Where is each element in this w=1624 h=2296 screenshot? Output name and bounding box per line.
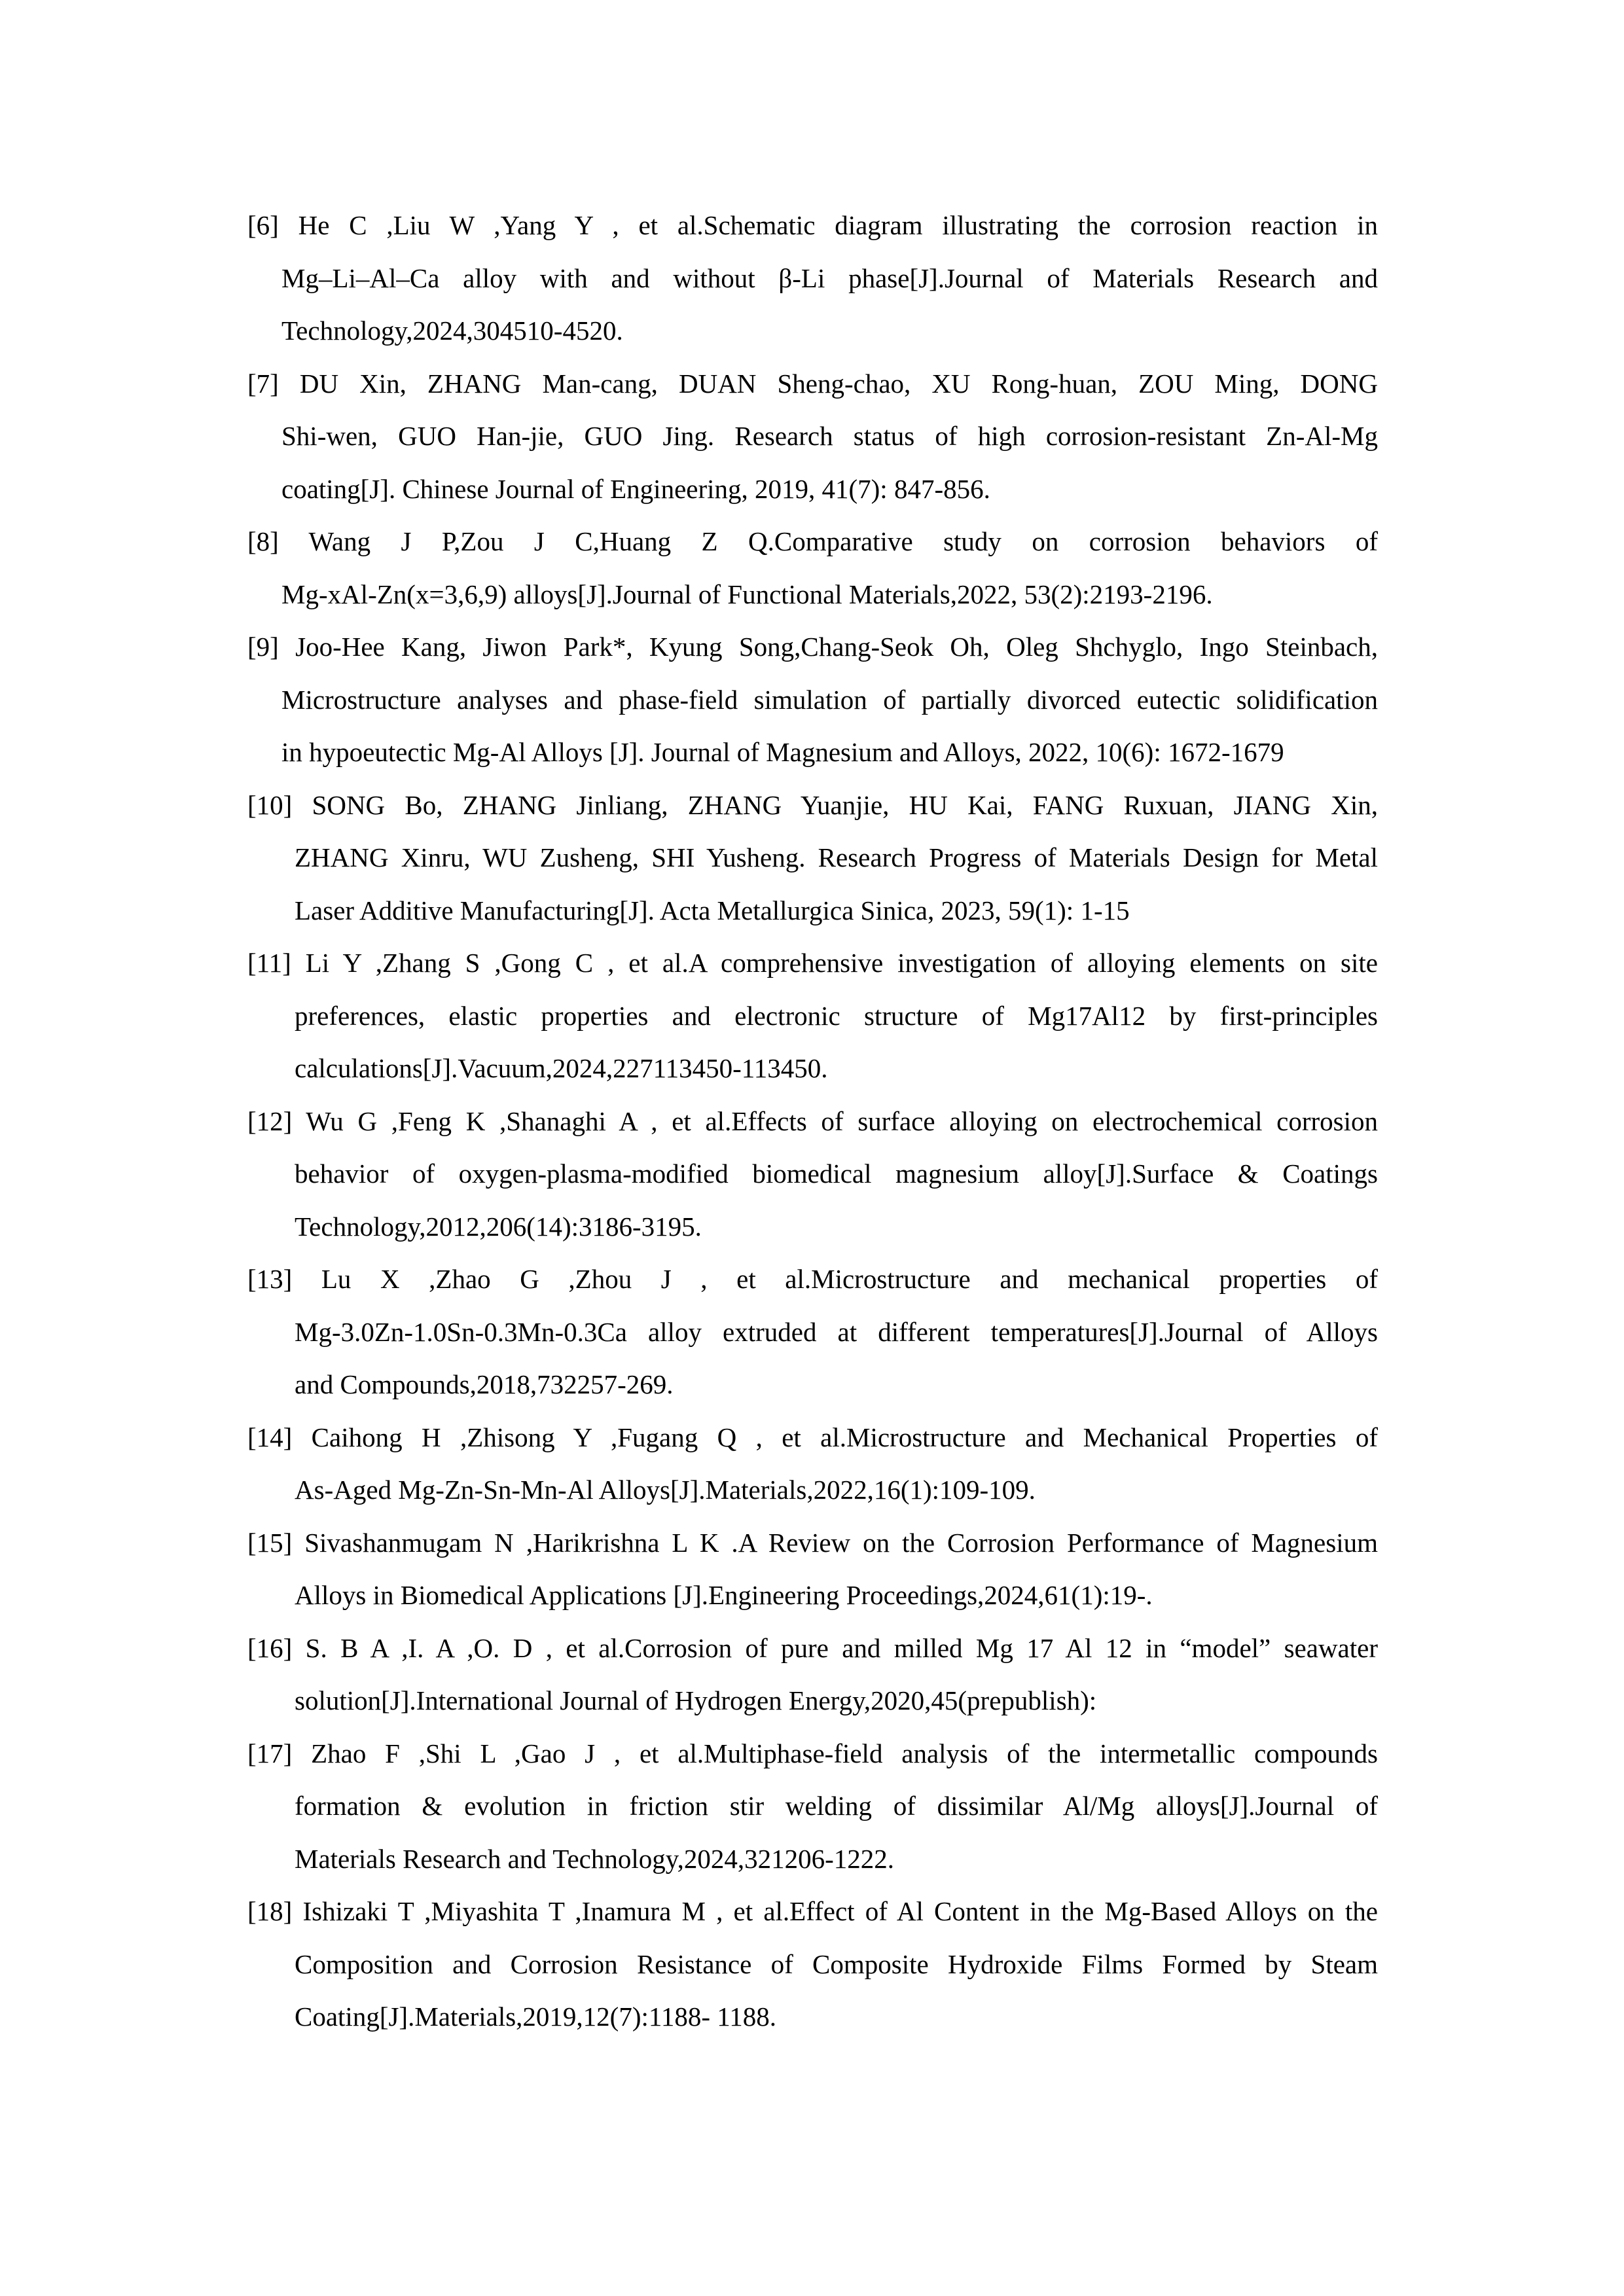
reference-line: Mg–Li–Al–Ca alloy with and without β-Li phase[J].Journal of Materials Research and [281, 262, 1378, 293]
reference-item-10 [247, 779, 1378, 937]
reference-line: Laser Additive Manufacturing[J]. Acta Metallurgica Sinica, 2023, 59(1): 1-15 [295, 895, 1130, 925]
reference-line: formation & evolution in friction stir welding of dissimilar Al/Mg alloys[J].Journal of [295, 1791, 1378, 1821]
reference-line: [14] Caihong H ,Zhisong Y ,Fugang Q , et al.Microstructure and Mechanical Properties of [247, 1422, 1378, 1452]
reference-line: Mg-xAl-Zn(x=3,6,9) alloys[J].Journal of Functional Materials,2022, 53(2):2193-2196. [281, 579, 1213, 609]
reference-line: and Compounds,2018,732257-269. [295, 1369, 674, 1399]
reference-item-16 [247, 1622, 1378, 1727]
reference-line: [9] Joo-Hee Kang, Jiwon Park*, Kyung Song,Chang-Seok Oh, Oleg Shchyglo, Ingo Steinbach, [247, 632, 1378, 662]
references-list [247, 199, 1378, 2043]
reference-line: preferences, elastic properties and electronic structure of Mg17Al12 by first-principles [295, 1000, 1378, 1031]
reference-line: Materials Research and Technology,2024,321206-1222. [295, 1843, 894, 1874]
reference-line: ZHANG Xinru, WU Zusheng, SHI Yusheng. Research Progress of Materials Design for Metal [295, 842, 1378, 872]
reference-line: [11] Li Y ,Zhang S ,Gong C , et al.A comprehensive investigation of alloying elements on site [247, 948, 1378, 978]
reference-line: behavior of oxygen-plasma-modified biomedical magnesium alloy[J].Surface & Coatings [295, 1158, 1378, 1189]
reference-line: Microstructure analyses and phase-field simulation of partially divorced eutectic solidification [281, 684, 1378, 715]
reference-item-9 [247, 620, 1378, 779]
reference-item-13 [247, 1253, 1378, 1411]
reference-line: Mg-3.0Zn-1.0Sn-0.3Mn-0.3Ca alloy extruded at different temperatures[J].Journal of Alloys [295, 1316, 1378, 1347]
reference-line: [16] S. B A ,I. A ,O. D , et al.Corrosion of pure and milled Mg 17 Al 12 in “model” seawater [247, 1632, 1378, 1663]
reference-item-17 [247, 1727, 1378, 1886]
reference-line: [8] Wang J P,Zou J C,Huang Z Q.Comparative study on corrosion behaviors of [247, 526, 1378, 556]
reference-line: in hypoeutectic Mg-Al Alloys [J]. Journal of Magnesium and Alloys, 2022, 10(6): 1672-1679 [281, 737, 1284, 767]
reference-line: [15] Sivashanmugam N ,Harikrishna L K .A Review on the Corrosion Performance of Magnesium [247, 1527, 1378, 1558]
reference-item-7 [247, 357, 1378, 516]
reference-line: [7] DU Xin, ZHANG Man-cang, DUAN Sheng-chao, XU Rong-huan, ZOU Ming, DONG [247, 368, 1378, 399]
reference-line: [13] Lu X ,Zhao G ,Zhou J , et al.Microstructure and mechanical properties of [247, 1264, 1378, 1294]
reference-line: coating[J]. Chinese Journal of Engineering, 2019, 41(7): 847-856. [281, 473, 990, 504]
reference-line: Coating[J].Materials,2019,12(7):1188- 1188. [295, 2001, 776, 2032]
reference-item-14 [247, 1411, 1378, 1516]
reference-item-18 [247, 1885, 1378, 2043]
reference-line: [12] Wu G ,Feng K ,Shanaghi A , et al.Effects of surface alloying on electrochemical corrosion [247, 1105, 1378, 1136]
reference-line: [10] SONG Bo, ZHANG Jinliang, ZHANG Yuanjie, HU Kai, FANG Ruxuan, JIANG Xin, [247, 789, 1378, 820]
reference-item-15 [247, 1516, 1378, 1622]
reference-line: [18] Ishizaki T ,Miyashita T ,Inamura M , et al.Effect of Al Content in the Mg-Based Alloys on the [247, 1896, 1378, 1926]
reference-item-12 [247, 1095, 1378, 1253]
reference-item-6 [247, 199, 1378, 357]
reference-line: solution[J].International Journal of Hydrogen Energy,2020,45(prepublish): [295, 1685, 1097, 1715]
reference-line: [17] Zhao F ,Shi L ,Gao J , et al.Multiphase-field analysis of the intermetallic compounds [247, 1738, 1378, 1768]
reference-line: [6] He C ,Liu W ,Yang Y , et al.Schematic diagram illustrating the corrosion reaction in [247, 210, 1378, 240]
reference-line: As-Aged Mg-Zn-Sn-Mn-Al Alloys[J].Materials,2022,16(1):109-109. [295, 1475, 1036, 1505]
reference-line: Shi-wen, GUO Han-jie, GUO Jing. Research status of high corrosion-resistant Zn-Al-Mg [281, 421, 1378, 451]
reference-line: Composition and Corrosion Resistance of Composite Hydroxide Films Formed by Steam [295, 1948, 1378, 1979]
reference-item-11 [247, 937, 1378, 1095]
reference-line: Technology,2012,206(14):3186-3195. [295, 1211, 702, 1242]
reference-line: Technology,2024,304510-4520. [281, 315, 623, 346]
reference-line: Alloys in Biomedical Applications [J].Engineering Proceedings,2024,61(1):19-. [295, 1580, 1153, 1610]
reference-item-8 [247, 515, 1378, 620]
reference-line: calculations[J].Vacuum,2024,227113450-113450. [295, 1053, 828, 1083]
